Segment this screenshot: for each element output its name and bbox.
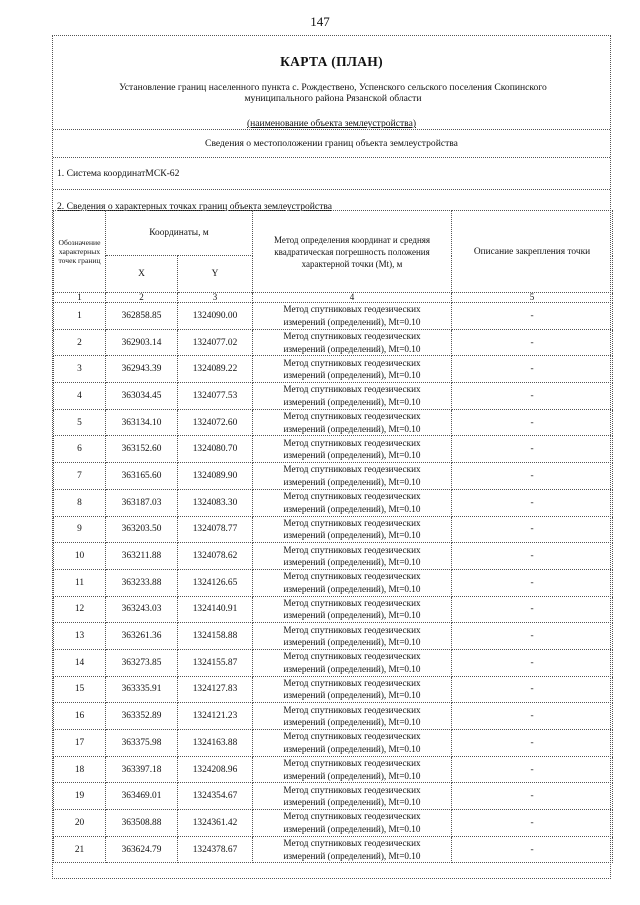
- method-cell: [253, 463, 452, 490]
- point-number-cell: 11: [54, 569, 106, 596]
- y-coordinate-cell: 1324208.96: [178, 756, 253, 783]
- x-coordinate-cell: 363034.45: [106, 383, 178, 410]
- description-cell: -: [452, 596, 613, 623]
- table-row: [54, 783, 613, 810]
- method-line-1: Метод спутниковых геодезических: [283, 517, 421, 528]
- method-cell: [253, 383, 452, 410]
- x-coordinate-cell: 363375.98: [106, 730, 178, 757]
- method-line-1: Метод спутниковых геодезических: [283, 784, 421, 795]
- table-row: [54, 810, 613, 837]
- table-row: [54, 569, 613, 596]
- description-cell: -: [452, 543, 613, 570]
- description-cell: -: [452, 409, 613, 436]
- table-row: [54, 596, 613, 623]
- table-row: [54, 303, 613, 330]
- x-coordinate-cell: 363134.10: [106, 409, 178, 436]
- method-cell: [253, 436, 452, 463]
- method-line-1: Метод спутниковых геодезических: [283, 704, 421, 715]
- y-coordinate-cell: 1324140.91: [178, 596, 253, 623]
- y-coordinate-cell: 1324089.22: [178, 356, 253, 383]
- point-number-cell: 6: [54, 436, 106, 463]
- method-line-2: измерений (определений), Mt=0.10: [283, 343, 421, 354]
- y-coordinate-cell: 1324077.53: [178, 383, 253, 410]
- table-row: [54, 463, 613, 490]
- table-row: [54, 649, 613, 676]
- method-line-1: Метод спутниковых геодезических: [283, 304, 421, 315]
- point-number-cell: 21: [54, 836, 106, 863]
- y-coordinate-cell: 1324089.90: [178, 463, 253, 490]
- method-line-1: Метод спутниковых геодезических: [283, 491, 421, 502]
- method-line-2: измерений (определений), Mt=0.10: [283, 690, 421, 701]
- y-coordinate-cell: 1324072.60: [178, 409, 253, 436]
- x-coordinate-cell: 363469.01: [106, 783, 178, 810]
- method-line-1: Метод спутниковых геодезических: [283, 571, 421, 582]
- x-coordinate-cell: 363152.60: [106, 436, 178, 463]
- point-number-cell: 13: [54, 623, 106, 650]
- method-line-1: Метод спутниковых геодезических: [283, 411, 421, 422]
- method-line-1: Метод спутниковых геодезических: [283, 437, 421, 448]
- method-line-1: Метод спутниковых геодезических: [283, 597, 421, 608]
- x-coordinate-cell: 363397.18: [106, 756, 178, 783]
- y-header: Y: [178, 256, 253, 293]
- method-line-2: измерений (определений), Mt=0.10: [283, 530, 421, 541]
- method-line-2: измерений (определений), Mt=0.10: [283, 797, 421, 808]
- y-coordinate-cell: 1324127.83: [178, 676, 253, 703]
- point-number-cell: 19: [54, 783, 106, 810]
- x-coordinate-cell: 363211.88: [106, 543, 178, 570]
- table-row: [54, 436, 613, 463]
- point-label-header: Обозначение характерных точек границ: [54, 211, 106, 293]
- point-number-cell: 9: [54, 516, 106, 543]
- purpose-line-2: муниципального района Рязанской области: [244, 93, 422, 104]
- point-number-cell: 15: [54, 676, 106, 703]
- description-cell: -: [452, 329, 613, 356]
- column-number: 5: [452, 293, 613, 303]
- method-line-1: Метод спутниковых геодезических: [283, 384, 421, 395]
- x-coordinate-cell: 363352.89: [106, 703, 178, 730]
- description-cell: -: [452, 783, 613, 810]
- table-row: [54, 756, 613, 783]
- point-number-cell: 4: [54, 383, 106, 410]
- point-number-cell: 1: [54, 303, 106, 330]
- method-line-1: Метод спутниковых геодезических: [283, 464, 421, 475]
- method-cell: [253, 836, 452, 863]
- y-coordinate-cell: 1324361.42: [178, 810, 253, 837]
- method-line-2: измерений (определений), Mt=0.10: [283, 396, 421, 407]
- method-line-2: измерений (определений), Mt=0.10: [283, 717, 421, 728]
- x-coordinate-cell: 362903.14: [106, 329, 178, 356]
- table-row: [54, 836, 613, 863]
- method-cell: [253, 543, 452, 570]
- object-type-caption: (наименование объекта землеустройства): [246, 118, 417, 129]
- x-coordinate-cell: 363233.88: [106, 569, 178, 596]
- point-number-cell: 2: [54, 329, 106, 356]
- method-line-2: измерений (определений), Mt=0.10: [283, 583, 421, 594]
- y-coordinate-cell: 1324078.77: [178, 516, 253, 543]
- description-cell: -: [452, 676, 613, 703]
- method-line-1: Метод спутниковых геодезических: [283, 624, 421, 635]
- map-title: КАРТА (ПЛАН): [280, 54, 383, 69]
- method-cell: [253, 596, 452, 623]
- table-row: [54, 543, 613, 570]
- x-coordinate-cell: 363508.88: [106, 810, 178, 837]
- description-cell: -: [452, 383, 613, 410]
- point-number-cell: 17: [54, 730, 106, 757]
- method-cell: [253, 329, 452, 356]
- method-line-1: Метод спутниковых геодезических: [283, 544, 421, 555]
- table-header-row: [54, 211, 613, 256]
- y-coordinate-cell: 1324078.62: [178, 543, 253, 570]
- method-line-2: измерений (определений), Mt=0.10: [283, 743, 421, 754]
- column-number-row: [54, 293, 613, 303]
- method-line-2: измерений (определений), Mt=0.10: [283, 663, 421, 674]
- page-number: 147: [310, 14, 330, 29]
- x-coordinate-cell: 363273.85: [106, 649, 178, 676]
- method-cell: [253, 409, 452, 436]
- table-row: [54, 383, 613, 410]
- point-number-cell: 20: [54, 810, 106, 837]
- column-number: 2: [106, 293, 178, 303]
- column-number: 4: [253, 293, 452, 303]
- y-coordinate-cell: 1324126.65: [178, 569, 253, 596]
- y-coordinate-cell: 1324155.87: [178, 649, 253, 676]
- table-row: [54, 676, 613, 703]
- coordinates-header: Координаты, м: [106, 211, 253, 256]
- description-cell: -: [452, 356, 613, 383]
- table-row: [54, 489, 613, 516]
- description-header: Описание закрепления точки: [452, 211, 613, 293]
- table-row: [54, 623, 613, 650]
- method-cell: [253, 730, 452, 757]
- section-title: Сведения о местоположении границ объекта землеустройства: [53, 130, 610, 158]
- method-cell: [253, 356, 452, 383]
- point-number-cell: 18: [54, 756, 106, 783]
- table-row: [54, 356, 613, 383]
- map-sheet: [52, 35, 611, 879]
- method-line-2: измерений (определений), Mt=0.10: [283, 637, 421, 648]
- x-header: X: [106, 256, 178, 293]
- point-number-cell: 8: [54, 489, 106, 516]
- description-cell: -: [452, 703, 613, 730]
- point-number-cell: 3: [54, 356, 106, 383]
- method-cell: [253, 489, 452, 516]
- description-cell: -: [452, 516, 613, 543]
- x-coordinate-cell: 363261.36: [106, 623, 178, 650]
- description-cell: -: [452, 569, 613, 596]
- point-number-cell: 5: [54, 409, 106, 436]
- method-cell: [253, 676, 452, 703]
- method-line-2: измерений (определений), Mt=0.10: [283, 316, 421, 327]
- method-line-1: Метод спутниковых геодезических: [283, 357, 421, 368]
- y-coordinate-cell: 1324354.67: [178, 783, 253, 810]
- method-line-2: измерений (определений), Mt=0.10: [283, 610, 421, 621]
- y-coordinate-cell: 1324163.88: [178, 730, 253, 757]
- y-coordinate-cell: 1324077.02: [178, 329, 253, 356]
- column-number: 1: [54, 293, 106, 303]
- column-number: 3: [178, 293, 253, 303]
- method-line-2: измерений (определений), Mt=0.10: [283, 423, 421, 434]
- x-coordinate-cell: 363187.03: [106, 489, 178, 516]
- description-cell: -: [452, 463, 613, 490]
- y-coordinate-cell: 1324090.00: [178, 303, 253, 330]
- point-number-cell: 16: [54, 703, 106, 730]
- description-cell: -: [452, 489, 613, 516]
- y-coordinate-cell: 1324080.70: [178, 436, 253, 463]
- method-cell: [253, 810, 452, 837]
- points-table: [53, 210, 613, 863]
- x-coordinate-cell: 363243.03: [106, 596, 178, 623]
- description-cell: -: [452, 623, 613, 650]
- method-cell: [253, 783, 452, 810]
- method-line-2: измерений (определений), Mt=0.10: [283, 770, 421, 781]
- method-line-2: измерений (определений), Mt=0.10: [283, 503, 421, 514]
- y-coordinate-cell: 1324121.23: [178, 703, 253, 730]
- method-line-2: измерений (определений), Mt=0.10: [283, 450, 421, 461]
- method-line-2: измерений (определений), Mt=0.10: [283, 476, 421, 487]
- description-cell: -: [452, 649, 613, 676]
- method-cell: [253, 303, 452, 330]
- table-row: [54, 730, 613, 757]
- method-line-1: Метод спутниковых геодезических: [283, 331, 421, 342]
- method-line-1: Метод спутниковых геодезических: [283, 838, 421, 849]
- description-cell: -: [452, 730, 613, 757]
- method-line-1: Метод спутниковых геодезических: [283, 731, 421, 742]
- purpose-text: [83, 82, 583, 104]
- method-header: Метод определения координат и средняя квадратическая погрешность положения характерной точки (Mt), м: [253, 211, 452, 293]
- method-cell: [253, 756, 452, 783]
- point-number-cell: 14: [54, 649, 106, 676]
- method-cell: [253, 649, 452, 676]
- y-coordinate-cell: 1324158.88: [178, 623, 253, 650]
- y-coordinate-cell: 1324378.67: [178, 836, 253, 863]
- method-cell: [253, 516, 452, 543]
- point-number-cell: 10: [54, 543, 106, 570]
- x-coordinate-cell: 363165.60: [106, 463, 178, 490]
- characteristic-points-heading: 2. Сведения о характерных точках границ объекта землеустройства: [57, 201, 333, 212]
- x-coordinate-cell: 363203.50: [106, 516, 178, 543]
- description-cell: -: [452, 836, 613, 863]
- method-cell: [253, 623, 452, 650]
- table-row: [54, 703, 613, 730]
- method-cell: [253, 703, 452, 730]
- point-number-cell: 7: [54, 463, 106, 490]
- coordinate-system: 1. Система координатМСК-62: [53, 158, 610, 190]
- description-cell: -: [452, 436, 613, 463]
- description-cell: -: [452, 756, 613, 783]
- header-block: [53, 36, 610, 130]
- method-line-2: измерений (определений), Mt=0.10: [283, 557, 421, 568]
- table-row: [54, 516, 613, 543]
- method-line-1: Метод спутниковых геодезических: [283, 651, 421, 662]
- purpose-line-1: Установление границ населенного пункта с. Рождествено, Успенского сельского поселения Скопинского: [119, 82, 547, 93]
- x-coordinate-cell: 362943.39: [106, 356, 178, 383]
- method-line-2: измерений (определений), Mt=0.10: [283, 370, 421, 381]
- method-line-1: Метод спутниковых геодезических: [283, 758, 421, 769]
- method-line-2: измерений (определений), Mt=0.10: [283, 823, 421, 834]
- table-row: [54, 329, 613, 356]
- method-line-1: Метод спутниковых геодезических: [283, 677, 421, 688]
- description-cell: -: [452, 810, 613, 837]
- point-number-cell: 12: [54, 596, 106, 623]
- y-coordinate-cell: 1324083.30: [178, 489, 253, 516]
- x-coordinate-cell: 363624.79: [106, 836, 178, 863]
- method-line-2: измерений (определений), Mt=0.10: [283, 850, 421, 861]
- description-cell: -: [452, 303, 613, 330]
- method-line-1: Метод спутниковых геодезических: [283, 811, 421, 822]
- x-coordinate-cell: 363335.91: [106, 676, 178, 703]
- method-cell: [253, 569, 452, 596]
- x-coordinate-cell: 362858.85: [106, 303, 178, 330]
- table-row: [54, 409, 613, 436]
